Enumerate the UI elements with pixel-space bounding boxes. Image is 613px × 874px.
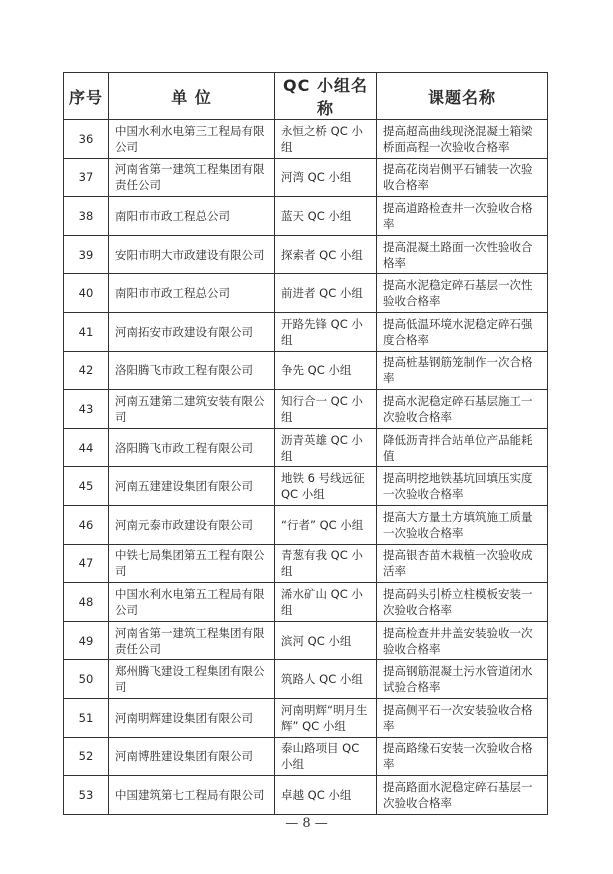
- qc-group-cell: 开路先锋 QC 小组: [275, 312, 377, 351]
- row-number: 44: [64, 428, 109, 467]
- table-row: [64, 737, 548, 776]
- row-number: 51: [64, 698, 109, 737]
- table-row: [64, 544, 548, 583]
- table-row: [64, 698, 548, 737]
- topic-cell: 提高桩基钢筋笼制作一次合格率: [377, 351, 548, 390]
- qc-group-cell: 蓝天 QC 小组: [275, 197, 377, 236]
- unit-cell: 南阳市市政工程总公司: [109, 197, 275, 236]
- qc-group-cell: 探索者 QC 小组: [275, 235, 377, 274]
- topic-cell: 提高混凝土路面一次性验收合格率: [377, 235, 548, 274]
- qc-group-cell: 沥青英雄 QC 小组: [275, 428, 377, 467]
- unit-cell: 南阳市市政工程总公司: [109, 274, 275, 313]
- table-row: [64, 583, 548, 622]
- qc-group-cell: 知行合一 QC 小组: [275, 390, 377, 429]
- unit-cell: 河南五建第二建筑安装有限公司: [109, 390, 275, 429]
- topic-cell: 提高明挖地铁基坑回填压实度一次验收合格率: [377, 467, 548, 506]
- topic-cell: 提高码头引桥立柱模板安装一次验收合格率: [377, 583, 548, 622]
- header-qc: QC 小组名称: [275, 73, 377, 120]
- qc-group-cell: 河湾 QC 小组: [275, 158, 377, 197]
- qc-group-cell: 青葱有我 QC 小组: [275, 544, 377, 583]
- table-row: [64, 351, 548, 390]
- topic-cell: 降低沥青拌合站单位产品能耗值: [377, 428, 548, 467]
- page-number: — 8 —: [285, 816, 328, 831]
- topic-cell: 提高路缘石安装一次验收合格率: [377, 737, 548, 776]
- table-row: [64, 467, 548, 506]
- table-row: [64, 235, 548, 274]
- qc-group-cell: 前进者 QC 小组: [275, 274, 377, 313]
- qc-group-cell: 永恒之桥 QC 小组: [275, 120, 377, 159]
- qc-group-cell: 筑路人 QC 小组: [275, 660, 377, 699]
- unit-cell: 河南省第一建筑工程集团有限责任公司: [109, 621, 275, 660]
- row-number: 48: [64, 583, 109, 622]
- topic-cell: 提高大方量土方填筑施工质量一次验收合格率: [377, 505, 548, 544]
- table-row: [64, 390, 548, 429]
- table-row: [64, 312, 548, 351]
- row-number: 46: [64, 505, 109, 544]
- table-row: [64, 660, 548, 699]
- unit-cell: 河南五建建设集团有限公司: [109, 467, 275, 506]
- row-number: 36: [64, 120, 109, 159]
- unit-cell: 洛阳腾飞市政工程有限公司: [109, 428, 275, 467]
- table-row: [64, 621, 548, 660]
- topic-cell: 提高路面水泥稳定碎石基层一次验收合格率: [377, 776, 548, 815]
- qc-group-cell: 河南明辉“明月生辉” QC 小组: [275, 698, 377, 737]
- qc-group-cell: 浠水矿山 QC 小组: [275, 583, 377, 622]
- topic-cell: 提高水泥稳定碎石基层一次性验收合格率: [377, 274, 548, 313]
- unit-cell: 河南博胜建设集团有限公司: [109, 737, 275, 776]
- row-number: 49: [64, 621, 109, 660]
- topic-cell: 提高花岗岩侧平石铺装一次验收合格率: [377, 158, 548, 197]
- qc-group-cell: 争先 QC 小组: [275, 351, 377, 390]
- award-table: [63, 72, 548, 815]
- topic-cell: 提高低温环境水泥稳定碎石强度合格率: [377, 312, 548, 351]
- qc-group-cell: “行者” QC 小组: [275, 505, 377, 544]
- row-number: 50: [64, 660, 109, 699]
- table-row: [64, 197, 548, 236]
- table-row: [64, 158, 548, 197]
- unit-cell: 中国水利水电第五工程局有限公司: [109, 583, 275, 622]
- row-number: 41: [64, 312, 109, 351]
- unit-cell: 河南拓安市政建设有限公司: [109, 312, 275, 351]
- unit-cell: 中国水利水电第三工程局有限公司: [109, 120, 275, 159]
- row-number: 43: [64, 390, 109, 429]
- unit-cell: 安阳市明大市政建设有限公司: [109, 235, 275, 274]
- topic-cell: 提高水泥稳定碎石基层施工一次验收合格率: [377, 390, 548, 429]
- qc-group-cell: 卓越 QC 小组: [275, 776, 377, 815]
- row-number: 40: [64, 274, 109, 313]
- topic-cell: 提高银杏苗木栽植一次验收成活率: [377, 544, 548, 583]
- row-number: 52: [64, 737, 109, 776]
- unit-cell: 郑州腾飞建设工程集团有限公司: [109, 660, 275, 699]
- topic-cell: 提高钢筋混凝土污水管道闭水试验合格率: [377, 660, 548, 699]
- unit-cell: 中国建筑第七工程局有限公司: [109, 776, 275, 815]
- qc-group-cell: 地铁 6 号线远征 QC 小组: [275, 467, 377, 506]
- qc-group-cell: 泰山路项目 QC 小组: [275, 737, 377, 776]
- row-number: 37: [64, 158, 109, 197]
- row-number: 45: [64, 467, 109, 506]
- row-number: 53: [64, 776, 109, 815]
- topic-cell: 提高超高曲线现浇混凝土箱梁桥面高程一次验收合格率: [377, 120, 548, 159]
- header-unit: 单 位: [109, 73, 275, 120]
- unit-cell: 河南元泰市政建设有限公司: [109, 505, 275, 544]
- row-number: 39: [64, 235, 109, 274]
- qc-group-cell: 滨河 QC 小组: [275, 621, 377, 660]
- table-row: [64, 120, 548, 159]
- topic-cell: 提高道路检查井一次验收合格率: [377, 197, 548, 236]
- header-topic: 课题名称: [377, 73, 548, 120]
- unit-cell: 洛阳腾飞市政工程有限公司: [109, 351, 275, 390]
- header-no: 序号: [64, 73, 109, 120]
- row-number: 42: [64, 351, 109, 390]
- table-row: [64, 274, 548, 313]
- unit-cell: 河南省第一建筑工程集团有限责任公司: [109, 158, 275, 197]
- row-number: 38: [64, 197, 109, 236]
- unit-cell: 河南明辉建设集团有限公司: [109, 698, 275, 737]
- table-row: [64, 505, 548, 544]
- table-header-row: [64, 73, 548, 120]
- table-row: [64, 776, 548, 815]
- topic-cell: 提高检查井井盖安装验收一次验收合格率: [377, 621, 548, 660]
- topic-cell: 提高侧平石一次安装验收合格率: [377, 698, 548, 737]
- row-number: 47: [64, 544, 109, 583]
- unit-cell: 中铁七局集团第五工程有限公司: [109, 544, 275, 583]
- table-row: [64, 428, 548, 467]
